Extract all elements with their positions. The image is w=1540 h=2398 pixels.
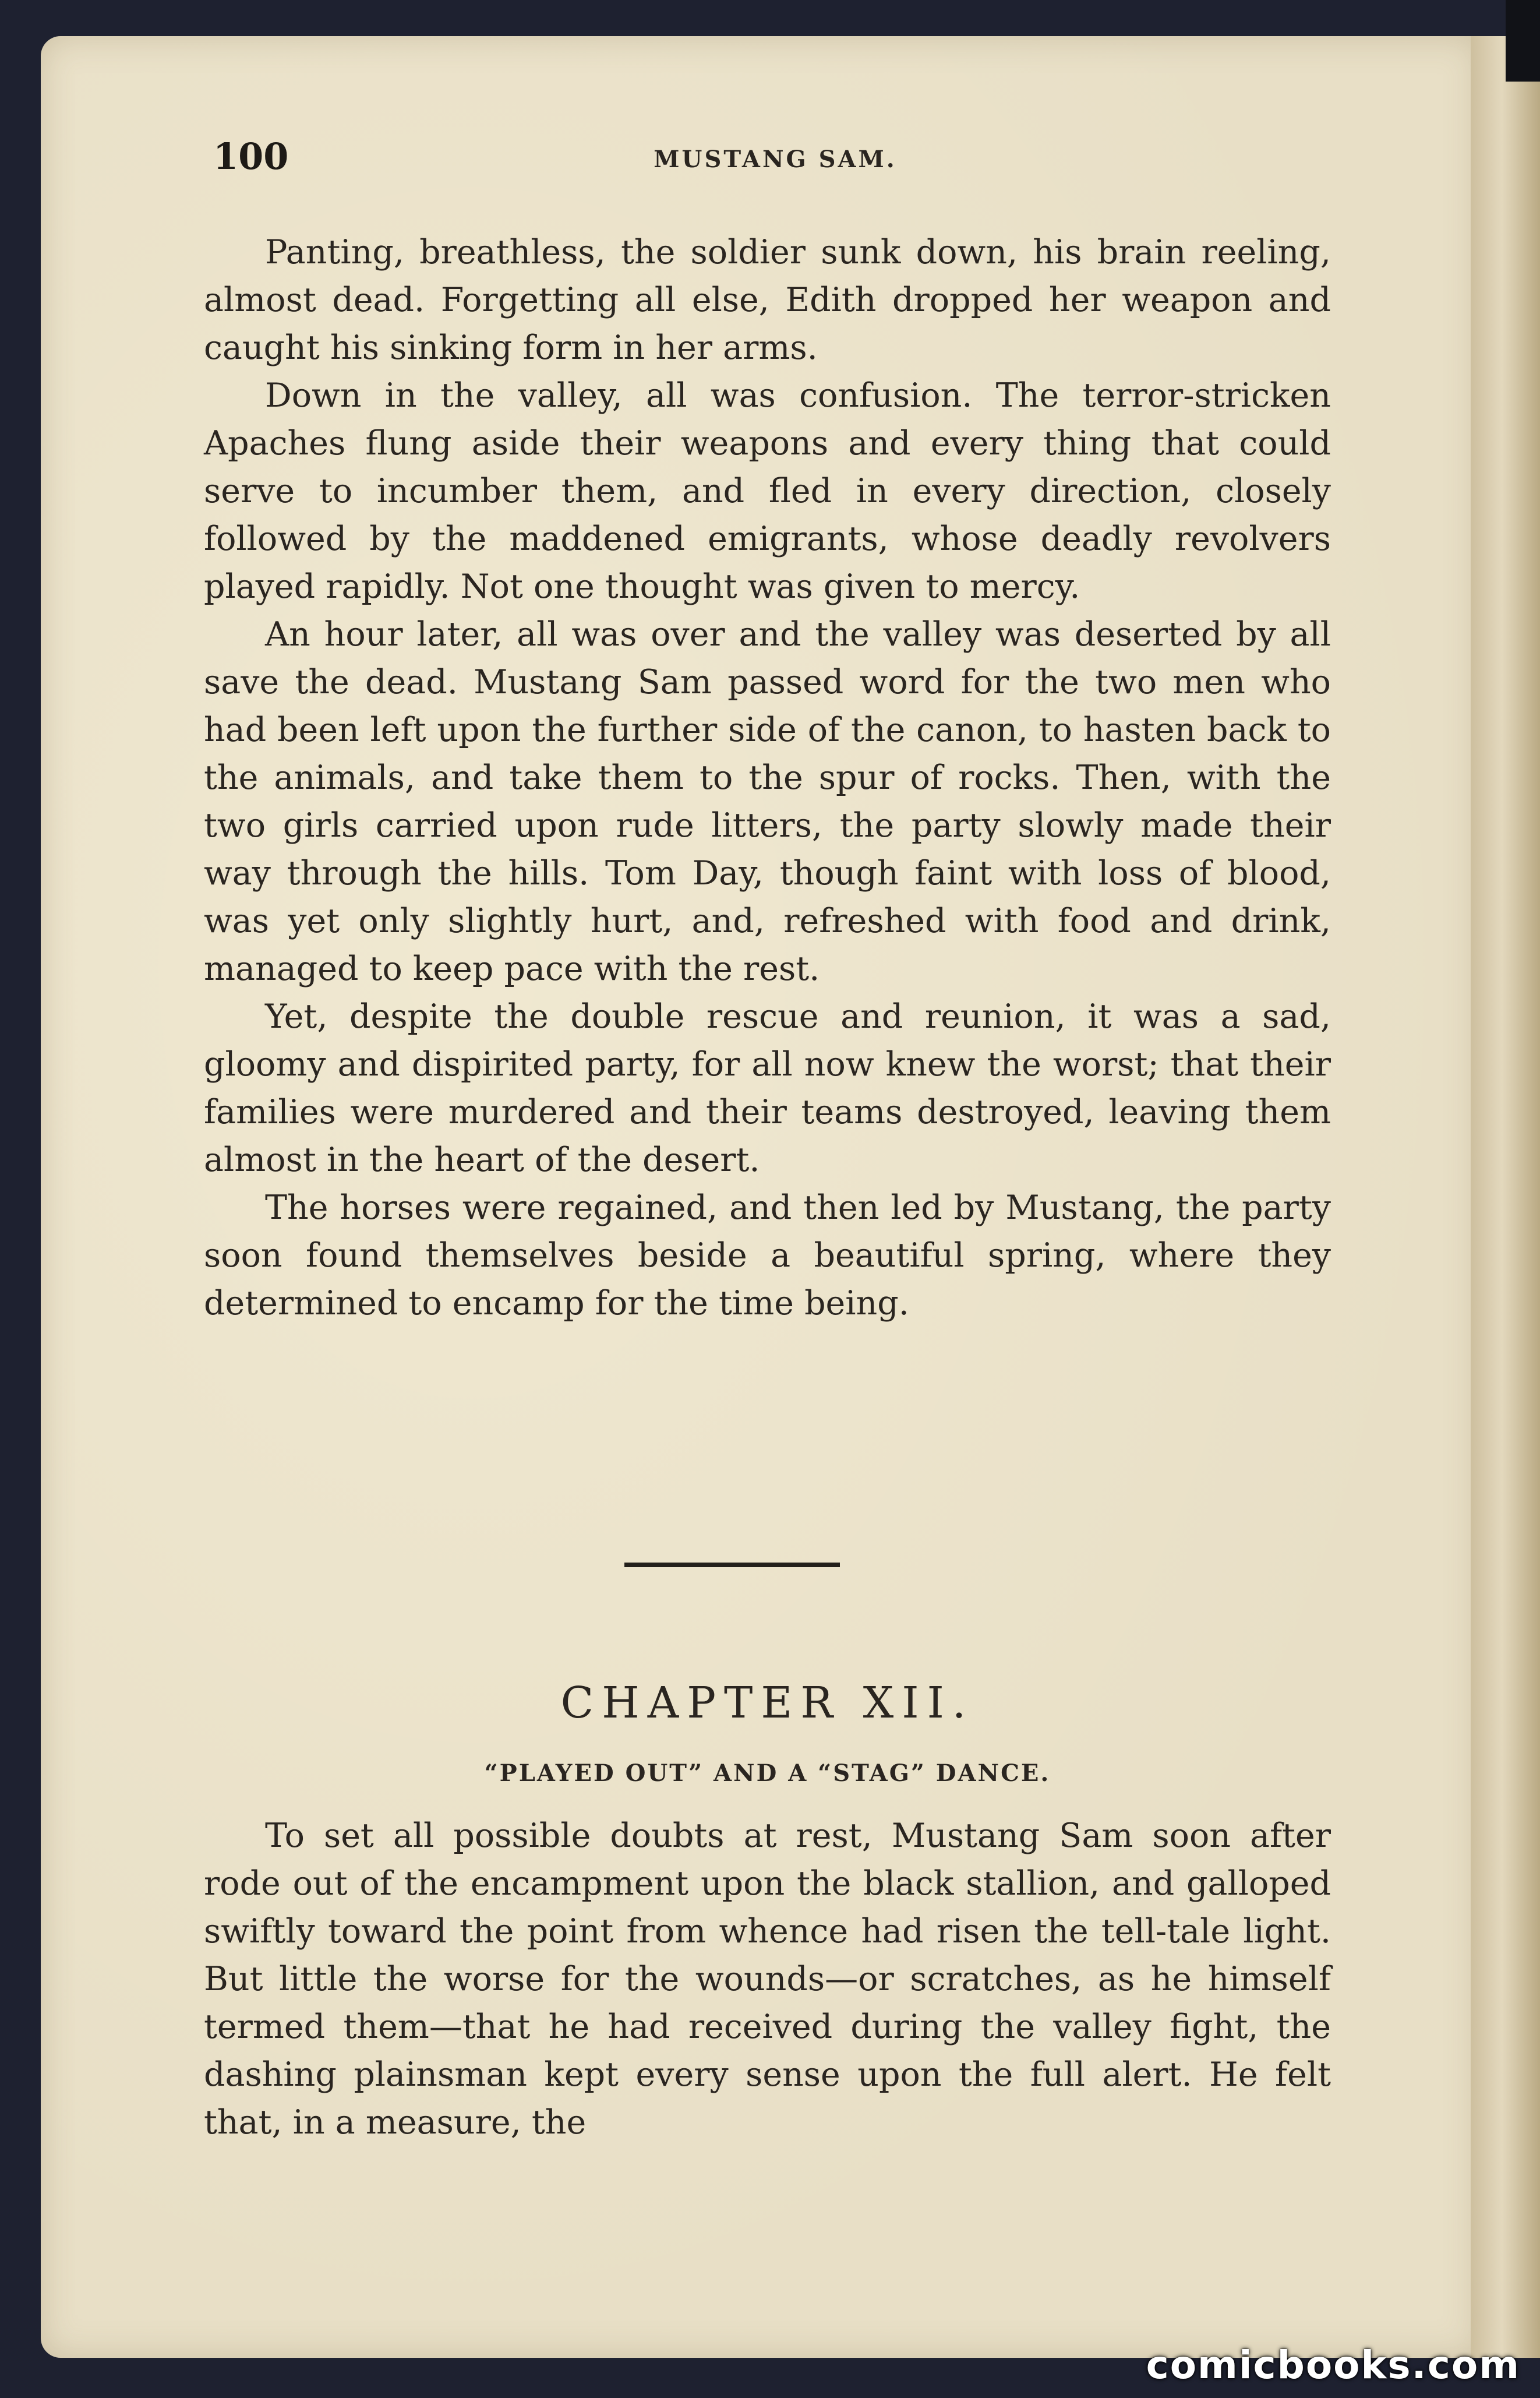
running-title: MUSTANG SAM. [654, 146, 897, 173]
paragraph: Down in the valley, all was confusion. The terror-stricken Apaches flung aside their weapons and every thing that could serve to incumber them, and fled in every direction, closely followed by the maddened emigrants, whose deadly revolvers played rapidly. Not one thought was given to mercy. [204, 376, 1331, 606]
paragraph: To set all possible doubts at rest, Mustang Sam soon after rode out of the encampment upon the black stallion, and galloped swiftly toward the point from whence had risen the tell-tale light. But little the worse for the wounds—or scratches, as he himself termed them—that he had received during the valley fight, the dashing plainsman kept every sense upon the full alert. He felt that, in a measure, the [204, 1817, 1331, 2142]
body-text-before [204, 228, 1331, 1327]
paragraph: Yet, despite the double rescue and reunion, it was a sad, gloomy and dispirited party, for all now knew the worst; that their families were murdered and their teams destroyed, leaving them almost in the heart of the desert. [204, 997, 1331, 1179]
body-text-after [204, 1812, 1331, 2146]
section-divider [624, 1563, 840, 1567]
chapter-subtitle: “PLAYED OUT” AND A “STAG” DANCE. [484, 1759, 1051, 1787]
paragraph: An hour later, all was over and the valley was deserted by all save the dead. Mustang Sam passed word for the two men who had been left upon the further side of the canon, to hasten back to the animals, and take them to the spur of rocks. Then, with the two girls carried upon rude litters, the party slowly made their way through the hills. Tom Day, though faint with loss of blood, was yet only slightly hurt, and, refreshed with food and drink, managed to keep pace with the rest. [204, 615, 1331, 988]
watermark: comicbooks.com [1146, 2343, 1520, 2388]
page-header [213, 135, 1337, 188]
paragraph: The horses were regained, and then led by Mustang, the party soon found themselves beside a beautiful spring, where they determined to encamp for the time being. [204, 1189, 1331, 1323]
book-spine [1471, 36, 1540, 2358]
page-number: 100 [213, 135, 289, 178]
chapter-title: CHAPTER XII. [560, 1678, 974, 1728]
paragraph: Panting, breathless, the soldier sunk down, his brain reeling, almost dead. Forgetting all else, Edith dropped her weapon and caught his sinking form in her arms. [204, 233, 1331, 367]
spine-shadow [1506, 0, 1540, 82]
